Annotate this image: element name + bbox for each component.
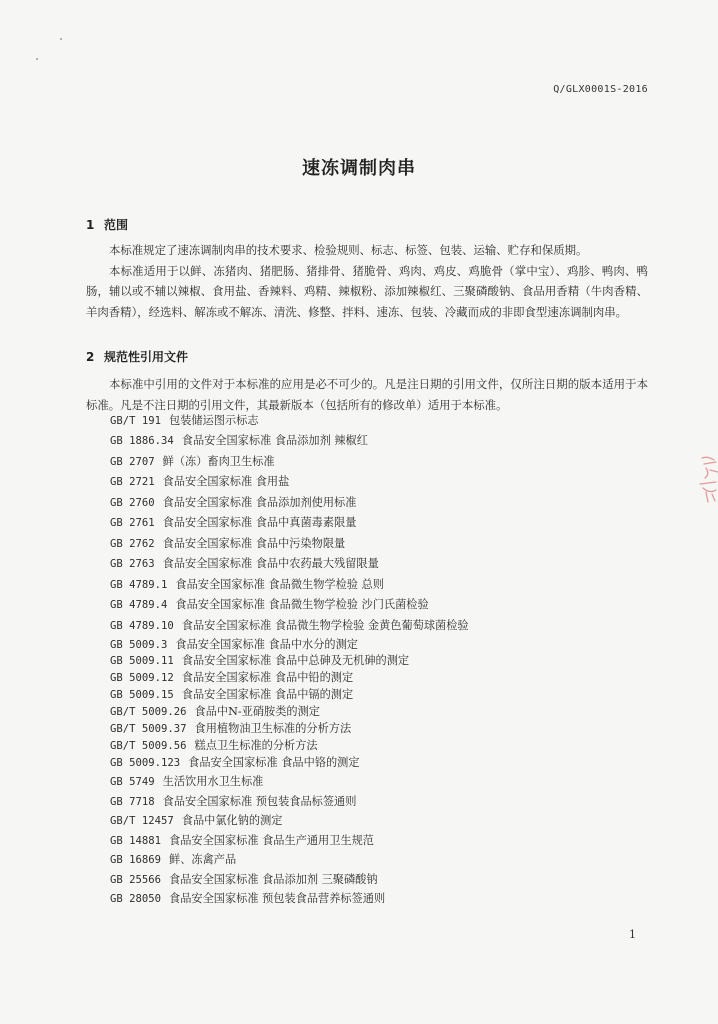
reference-code: GB 7718 bbox=[110, 796, 155, 808]
page-number: 1 bbox=[629, 928, 636, 941]
reference-code: GB 14881 bbox=[110, 835, 162, 847]
scan-speck bbox=[36, 58, 38, 60]
reference-item bbox=[110, 851, 236, 867]
reference-title: 生活饮用水卫生标准 bbox=[162, 775, 264, 788]
seal-stamp-fragment bbox=[694, 452, 718, 504]
section-title: 规范性引用文件 bbox=[104, 350, 189, 364]
reference-code: GB/T 5009.56 bbox=[110, 740, 187, 752]
reference-title: 食品中氯化钠的测定 bbox=[181, 814, 283, 827]
scan-speck bbox=[60, 38, 62, 40]
reference-code: GB 2763 bbox=[110, 558, 155, 570]
reference-title: 食品中N-亚硝胺类的测定 bbox=[194, 705, 320, 718]
section-number: 1 bbox=[86, 218, 95, 232]
reference-item bbox=[110, 686, 353, 702]
reference-item bbox=[110, 514, 356, 530]
section-number: 2 bbox=[86, 350, 95, 364]
references-intro bbox=[86, 374, 648, 415]
reference-title: 食品安全国家标准 食品中农药最大残留限量 bbox=[162, 557, 379, 570]
reference-title: 食品安全国家标准 食品微生物学检验 总则 bbox=[175, 578, 384, 591]
reference-item bbox=[110, 596, 429, 612]
reference-title: 食品安全国家标准 预包装食品营养标签通则 bbox=[169, 892, 386, 905]
reference-code: GB 2761 bbox=[110, 517, 155, 529]
reference-code: GB 4789.10 bbox=[110, 620, 174, 632]
reference-code: GB/T 5009.37 bbox=[110, 723, 187, 735]
reference-item bbox=[110, 703, 320, 719]
reference-title: 鲜、冻禽产品 bbox=[169, 853, 237, 866]
reference-item bbox=[110, 494, 356, 510]
reference-title: 包装储运图示标志 bbox=[169, 414, 259, 427]
reference-item bbox=[110, 432, 368, 448]
reference-code: GB 5009.11 bbox=[110, 655, 174, 667]
reference-code: GB 25566 bbox=[110, 874, 162, 886]
reference-code: GB 4789.4 bbox=[110, 599, 168, 611]
reference-title: 食品安全国家标准 预包装食品标签通则 bbox=[162, 795, 357, 808]
reference-title: 食品安全国家标准 食品微生物学检验 沙门氏菌检验 bbox=[175, 598, 429, 611]
reference-code: GB 1886.34 bbox=[110, 435, 174, 447]
section-heading-scope bbox=[86, 216, 128, 233]
reference-item bbox=[110, 793, 356, 809]
reference-title: 食品安全国家标准 食品中污染物限量 bbox=[162, 537, 346, 550]
reference-code: GB 2760 bbox=[110, 497, 155, 509]
reference-code: GB 2762 bbox=[110, 538, 155, 550]
reference-item bbox=[110, 890, 385, 906]
reference-title: 食用植物油卫生标准的分析方法 bbox=[194, 722, 352, 735]
reference-item bbox=[110, 555, 379, 571]
reference-item bbox=[110, 453, 275, 469]
reference-code: GB 28050 bbox=[110, 893, 162, 905]
stamp-strokes bbox=[700, 457, 718, 502]
reference-title: 食品安全国家标准 食用盐 bbox=[162, 475, 290, 488]
paragraph: 本标准规定了速冻调制肉串的技术要求、检验规则、标志、标签、包装、运输、贮存和保质期。 bbox=[109, 243, 588, 257]
paragraph: 本标准中引用的文件对于本标准的应用是必不可少的。凡是注日期的引用文件，仅所注日期的版本适用于本标准。凡是不注日期的引用文件，其最新版本（包括所有的修改单）适用于本标准。 bbox=[86, 377, 648, 412]
reference-title: 食品安全国家标准 食品中镉的测定 bbox=[181, 688, 354, 701]
reference-code: GB/T 12457 bbox=[110, 815, 174, 827]
reference-item bbox=[110, 473, 289, 489]
reference-item bbox=[110, 652, 409, 668]
section-title: 范围 bbox=[104, 218, 129, 232]
reference-title: 食品安全国家标准 食品生产通用卫生规范 bbox=[169, 834, 374, 847]
reference-item bbox=[110, 576, 384, 592]
reference-code: GB 4789.1 bbox=[110, 579, 168, 591]
reference-code: GB 2707 bbox=[110, 456, 155, 468]
paragraph: 本标准适用于以鲜、冻猪肉、猪肥肠、猪排骨、猪脆骨、鸡肉、鸡皮、鸡脆骨（掌中宝）、鸡胗、鸭肉、鸭肠，辅以或不辅以辣椒、食用盐、香辣料、鸡精、辣椒粉、添加辣椒红、三聚磷酸钠、食品用香精（牛肉香精、羊肉香精），经选料、解冻或不解冻、清洗、修整、拌料、速冻、包装、冷藏而成的非即食型速冻调制肉串。 bbox=[86, 263, 648, 319]
reference-code: GB 5009.12 bbox=[110, 672, 174, 684]
reference-code: GB 5009.123 bbox=[110, 757, 181, 769]
reference-title: 食品安全国家标准 食品中水分的测定 bbox=[175, 638, 358, 651]
reference-title: 糕点卫生标准的分析方法 bbox=[194, 739, 318, 752]
reference-item bbox=[110, 812, 282, 828]
reference-title: 食品安全国家标准 食品中铬的测定 bbox=[188, 756, 360, 769]
reference-title: 食品安全国家标准 食品添加剂 三聚磷酸钠 bbox=[169, 873, 378, 886]
reference-title: 食品安全国家标准 食品微生物学检验 金黄色葡萄球菌检验 bbox=[181, 619, 469, 632]
standard-code: Q/GLX0001S-2016 bbox=[553, 84, 648, 95]
reference-code: GB 5749 bbox=[110, 776, 155, 788]
scope-text bbox=[86, 240, 648, 322]
reference-code: GB 5009.3 bbox=[110, 639, 168, 651]
reference-code: GB 2721 bbox=[110, 476, 155, 488]
reference-item bbox=[110, 871, 378, 887]
reference-item bbox=[110, 636, 358, 652]
reference-title: 食品安全国家标准 食品添加剂使用标准 bbox=[162, 496, 357, 509]
reference-item bbox=[110, 754, 360, 770]
reference-title: 食品安全国家标准 食品添加剂 辣椒红 bbox=[181, 434, 368, 447]
reference-title: 食品安全国家标准 食品中铅的测定 bbox=[181, 671, 354, 684]
reference-code: GB 16869 bbox=[110, 854, 162, 866]
reference-item bbox=[110, 737, 318, 753]
reference-item bbox=[110, 412, 259, 428]
reference-item bbox=[110, 535, 345, 551]
reference-item bbox=[110, 832, 374, 848]
reference-code: GB/T 191 bbox=[110, 415, 162, 427]
reference-title: 食品安全国家标准 食品中真菌毒素限量 bbox=[162, 516, 357, 529]
document-title: 速冻调制肉串 bbox=[302, 158, 416, 179]
reference-code: GB/T 5009.26 bbox=[110, 706, 187, 718]
reference-item bbox=[110, 669, 353, 685]
reference-title: 食品安全国家标准 食品中总砷及无机砷的测定 bbox=[181, 654, 410, 667]
reference-title: 鲜（冻）畜肉卫生标准 bbox=[162, 455, 275, 468]
reference-item bbox=[110, 720, 351, 736]
reference-item bbox=[110, 773, 263, 789]
reference-code: GB 5009.15 bbox=[110, 689, 174, 701]
section-heading-references bbox=[86, 348, 188, 365]
reference-item bbox=[110, 617, 469, 633]
